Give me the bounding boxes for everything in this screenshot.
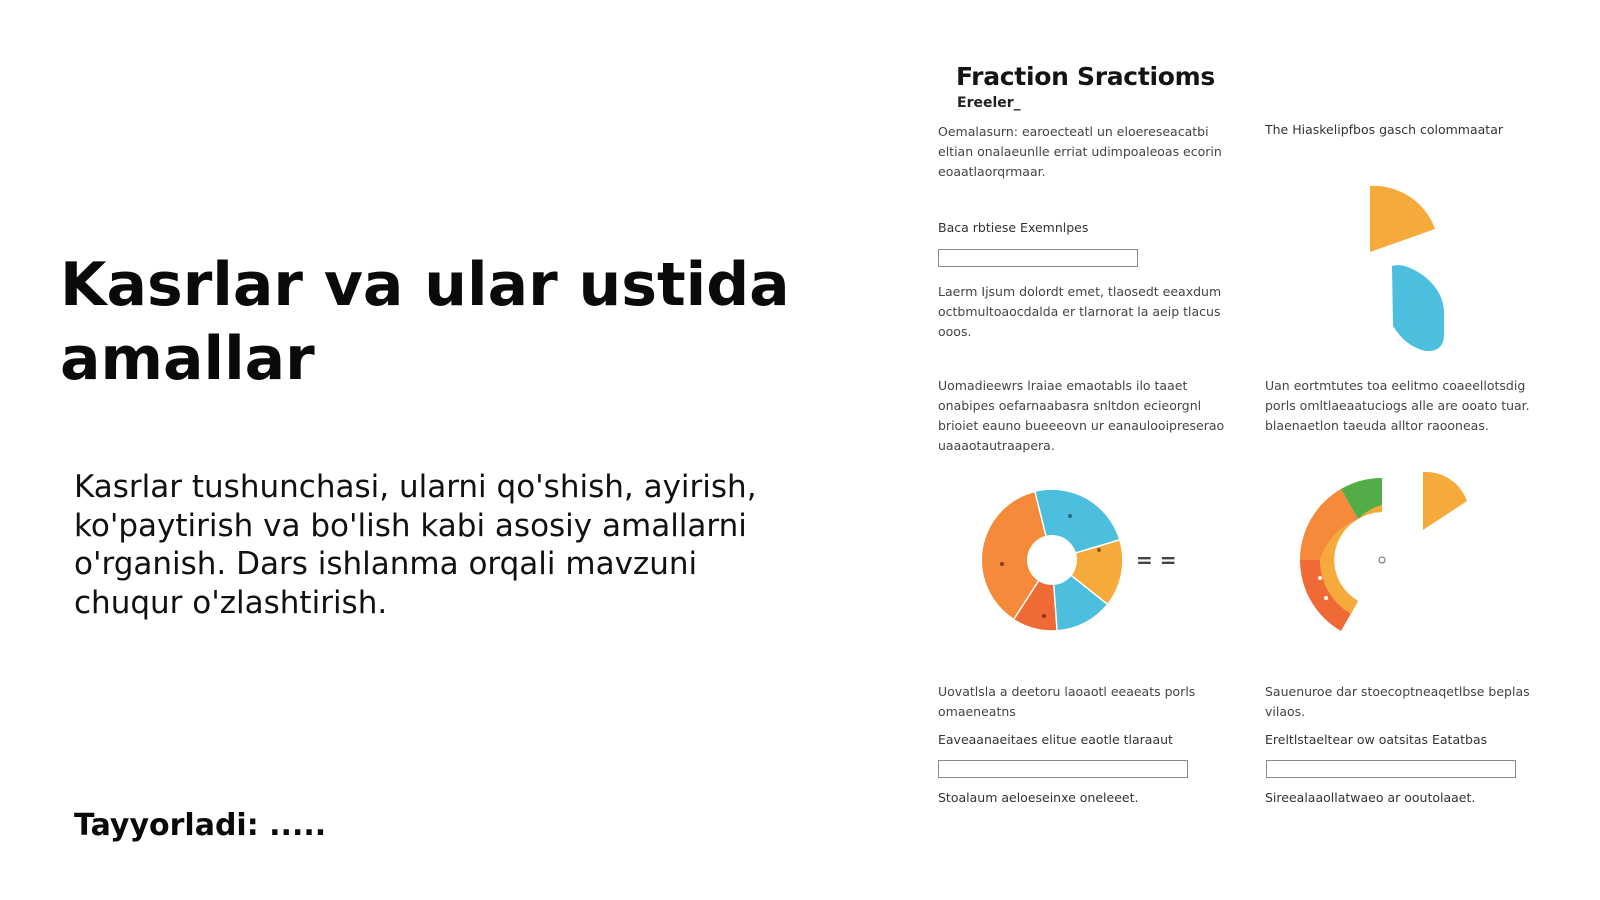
donut-operator: = = <box>1136 548 1177 572</box>
input-box-2 <box>938 760 1188 778</box>
illustration-title: Fraction Sractioms <box>956 62 1215 91</box>
fraction-donut-chart <box>982 490 1122 630</box>
input-box-3 <box>1266 760 1516 778</box>
illustration-subtitle: Ereeler_ <box>957 95 1021 111</box>
mid-left-paragraph: Uomadieewrs lraiae emaotabls ilo taaet onabipes oefarnaabasra snltdon ecieorgnl brioiet eauno bueeeovn ur eanaulooipreserao uaaaotautraapera. <box>938 378 1225 453</box>
slide-body-text: Kasrlar tushunchasi, ularni qo'shish, ayirish, ko'paytirish va bo'lish kabi asosiy amallarni o'rganish. Dars ishlanma orqali mavzuni chuqur o'zlashtirish. <box>74 469 757 621</box>
right-caption: The Hiaskelipfbos gasch colommaatar <box>1265 122 1503 137</box>
bottom-left-paragraph: Uovatlsla a deetoru laoaotl eeaeats porls omaeneatns <box>938 684 1196 719</box>
fraction-ring-chart <box>1300 478 1385 631</box>
input-box-1 <box>938 249 1138 267</box>
mid-right-paragraph: Uan eortmtutes toa eelitmo coaeellotsdig porls omltlaeaatuciogs alle are ooato tuar. blaenaetlon taeuda alltor raooneas. <box>1265 378 1530 433</box>
fraction-worksheet-illustration <box>912 30 1592 890</box>
bottom-right-paragraph: Sauenuroe dar stoecoptneaqetlbse beplas vilaos. <box>1265 684 1530 719</box>
teal-rounded-shape <box>1392 265 1444 351</box>
footer-left-text: Stoalaum aeloeseinxe oneleeet. <box>938 790 1139 805</box>
small-orange-wedge-shape <box>1423 472 1467 530</box>
lorem-paragraph: Laerm Ijsum dolordt emet, tlaosedt eeaxdum octbmultoaocdalda er tlarnorat la aeip tlacus ooos. <box>938 284 1222 339</box>
author-line: Tayyorladi: ..... <box>74 808 327 843</box>
footer-right-text: Sireealaaollatwaeo ar ooutolaaet. <box>1265 790 1476 805</box>
field-label-3: Ereltlstaeltear ow oatsitas Eatatbas <box>1265 732 1488 747</box>
intro-paragraph: Oemalasurn: earoecteatl un eloereseacatbi eltian onalaeunlle erriat udimpoaleoas ecorin eoaatlaorqrmaar. <box>938 124 1222 179</box>
slide-title: Kasrlar va ular ustida amallar <box>60 250 790 394</box>
orange-wedge-shape <box>1370 186 1435 252</box>
field-label-2: Eaveaanaeitaes elitue eaotle tlaraaut <box>938 732 1173 747</box>
field-label-1: Baca rbtiese Exemnlpes <box>938 220 1089 235</box>
